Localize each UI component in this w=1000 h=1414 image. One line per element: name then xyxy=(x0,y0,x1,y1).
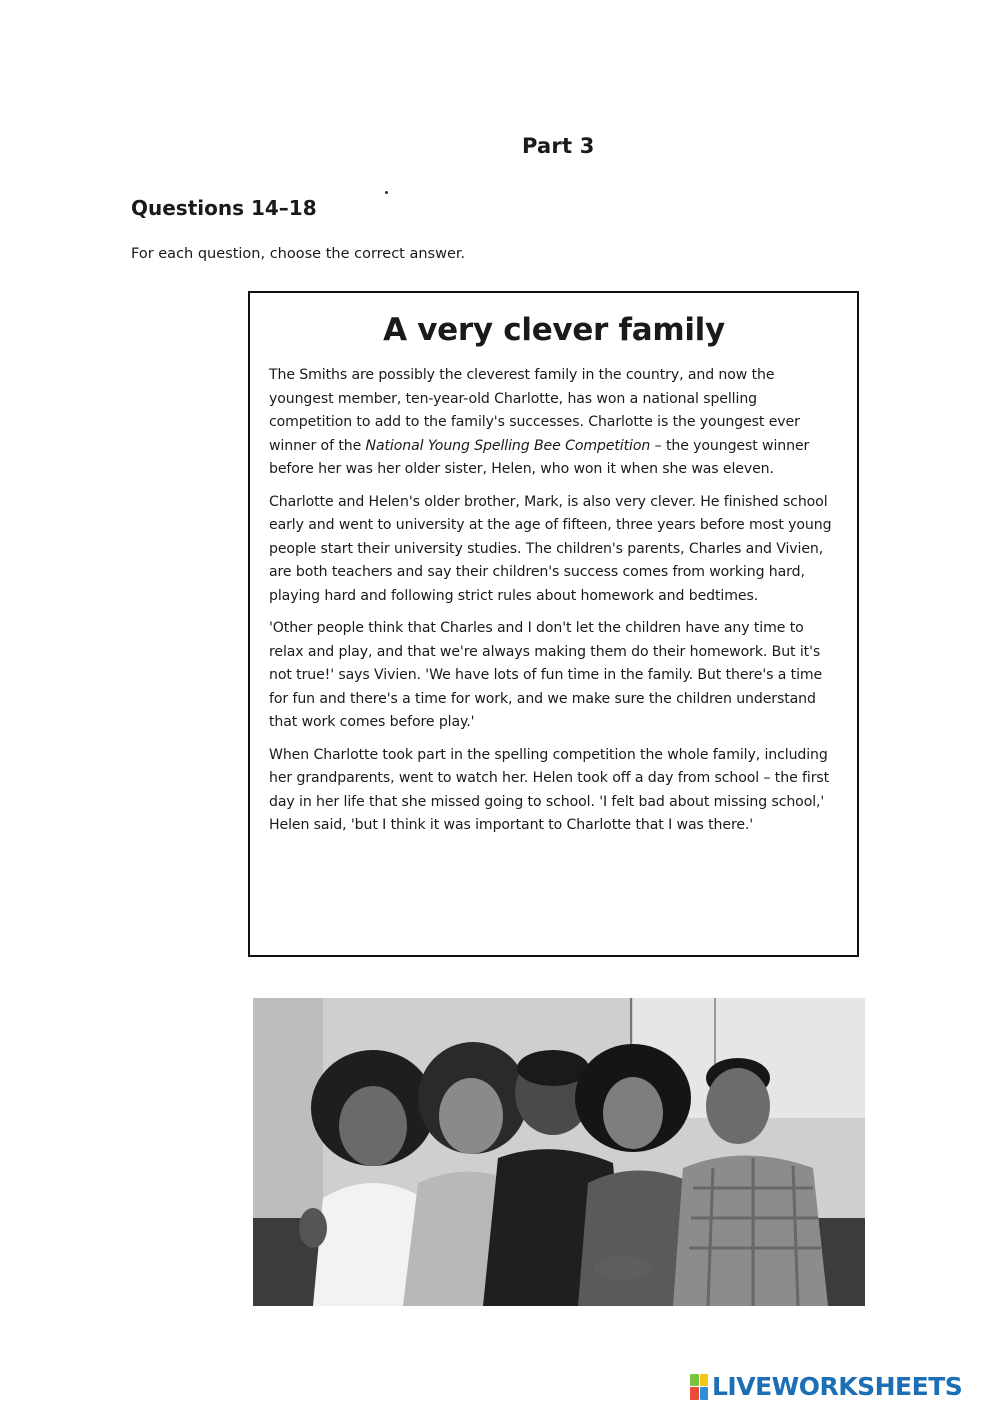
article-paragraph-1: The Smiths are possibly the cleverest family in the country, and now the youngest member, ten-year-old Charlotte, has won a national spelling competition to add to the family's successes. Charlotte is the youngest ever winner of the National Young Spelling Bee Competition – the youngest winner before her was her older sister, Helen, who won it when she was eleven. xyxy=(269,367,810,477)
liveworksheets-logo xyxy=(690,1372,962,1401)
competition-name: National Young Spelling Bee Competition xyxy=(365,437,651,454)
article-body xyxy=(269,364,839,838)
scan-dot xyxy=(385,191,388,194)
article-box xyxy=(248,291,859,957)
questions-heading: Questions 14–18 xyxy=(131,196,317,220)
family-photo-icon xyxy=(253,998,865,1306)
logo-text: LIVEWORKSHEETS xyxy=(712,1372,963,1401)
article-title: A very clever family xyxy=(383,312,725,348)
article-paragraph-2: Charlotte and Helen's older brother, Mark, is also very clever. He finished school early and went to university at the age of fifteen, three years before most young people start their university studies. The children's parents, Charles and Vivien, are both teachers and say their children's success comes from working hard, playing hard and following strict rules about homework and bedtimes. xyxy=(269,493,832,604)
logo-badge-icon xyxy=(690,1374,708,1400)
family-photo xyxy=(253,998,865,1306)
article-paragraph-3: 'Other people think that Charles and I don't let the children have any time to relax and play, and that we're always making them do their homework. But it's not true!' says Vivien. 'We have lots of fun time in the family. But there's a time for fun and there's a time for work, and we make sure the children understand that work comes before play.' xyxy=(269,620,823,730)
instruction-text: For each question, choose the correct answer. xyxy=(131,246,466,262)
article-paragraph-4: When Charlotte took part in the spelling competition the whole family, including her grandparents, went to watch her. Helen took off a day from school – the first day in her life that she missed going to school. 'I felt bad about missing school,' Helen said, 'but I think it was important to Charlotte that I was there.' xyxy=(269,746,830,833)
part-title: Part 3 xyxy=(522,134,595,158)
